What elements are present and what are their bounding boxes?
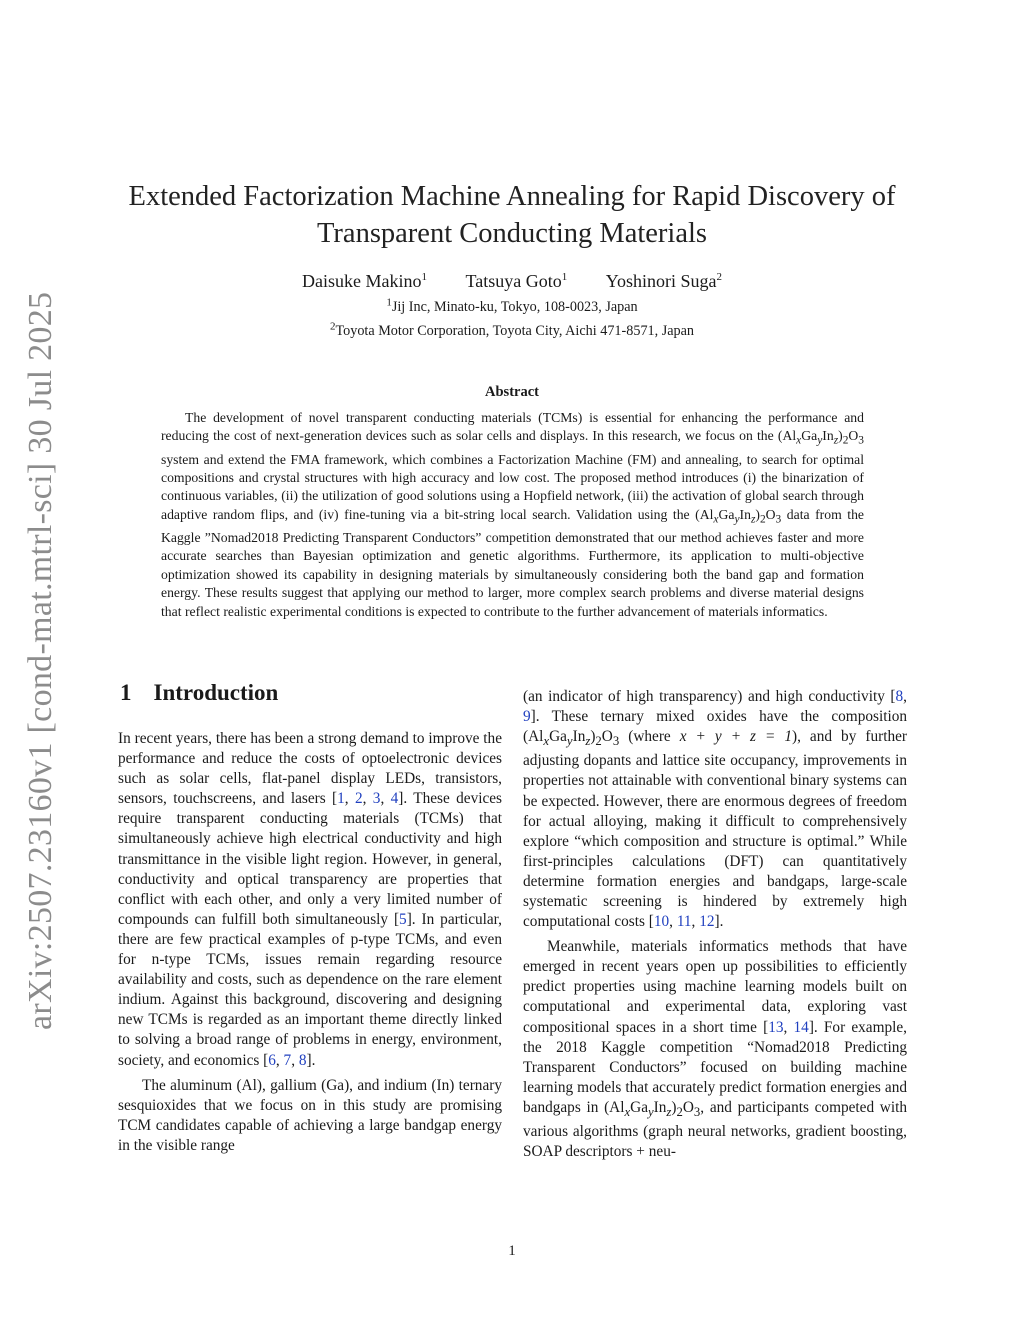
abstract-text: The development of novel transparent conducting materials (TCMs) is essential for enhancing the performance and reducing the cost of next-generation devices such as solar cells and displays. In this research, we focus on the $(Al_xGa_yIn_z)_2O_3$ system and extend the FMA framework, which combines a Factorization Machine (FM) and annealing, to search for optimal compositions and crystal structures with high accuracy and low cost. The proposed method introduces (i) the binarization of continuous variables, (ii) the utilization of good solutions using a Hopfield network, (iii) the activation of global search through adaptive random flips, and (iv) fine-tuning via a bit-string local search. Validation using the $(Al_xGa_yIn_z)_2O_3$ data from the Kaggle ”Nomad2018 Predicting Transparent Conductors” competition demonstrated that our method achieves faster and more accurate searches than Bayesian optimization and genetic algorithms. Furthermore, its application to multi-objective optimization showed its capability in designing materials by simultaneously considering both the band gap and formation energy. These results suggest that applying our method to larger, more complex search problems and diverse material designs that reflect realistic experimental conditions is expected to contribute to the further advancement of materials informatics. (161, 410, 864, 619)
paper-title (100, 178, 924, 252)
citation-link[interactable]: 8 (298, 1051, 307, 1069)
formula-algain: $(Al_xGa_yIn_z)_2O_3$ (777, 428, 864, 448)
formula-algain: $(Al_xGa_yIn_z)_2O_3$ (523, 728, 620, 749)
column-left (118, 729, 502, 1156)
citation-link[interactable]: 8 (895, 688, 904, 705)
section-heading: 1 Introduction (120, 680, 279, 705)
affiliation-2: $^2$Toyota Motor Corporation, Toyota City, Aichi 471-8571, Japan (329, 320, 695, 339)
citation-link[interactable]: 3 (372, 790, 381, 808)
column-right (523, 687, 907, 1162)
author-list (100, 271, 924, 292)
citation-link[interactable]: 9 (523, 708, 531, 726)
formula-algain: $(Al_xGa_yIn_z)_2O_3$ (604, 1098, 701, 1119)
intro-paragraph-2: The aluminum (Al), gallium (Ga), and indium (In) ternary sesquioxides that we focus on in this study are promising TCM candidates capable of achieving a large bandgap energy in the visible range (118, 1076, 502, 1154)
citation-link[interactable]: 5 (399, 910, 407, 928)
citation-link[interactable]: 2 (354, 790, 363, 808)
citation-link[interactable]: 10 (653, 913, 670, 931)
formula-algain: $(Al_xGa_yIn_z)_2O_3$ (695, 506, 782, 526)
author-2: Tatsuya Goto$^1$ (465, 271, 568, 291)
intro-paragraph-1: In recent years, there has been a strong demand to improve the performance and reduce the costs of optoelectronic devices such as solar cells, flat-panel display LEDs, transistors, sensors, touchscreens, and lasers [1, 2, 3, 4]. These devices require transparent conducting materials (TCMs) that simultaneously achieve high electrical conductivity and high transmittance in the visible light region. However, in general, conductivity and optical transparency are properties that conflict with each other, and only a very limited number of compounds can fulfill both simultaneously [5]. In particular, there are few practical examples of p-type TCMs, and even for n-type TCMs, issues remain regarding resource availability and costs, such as dependence on the rare element indium. Against this background, discovering and designing new TCMs is regarded as an important theme directly linked to solving a broad range of problems in energy, environment, society, and economics [6, 7, 8]. (118, 730, 503, 1069)
citation-link[interactable]: 13 (768, 1018, 784, 1036)
citation-link[interactable]: 1 (337, 790, 345, 808)
citation-link[interactable]: 4 (390, 790, 399, 808)
page-number: 1 (508, 1243, 516, 1259)
citation-link[interactable]: 7 (283, 1051, 292, 1069)
citation-link[interactable]: 12 (699, 913, 715, 931)
abstract-heading: Abstract (485, 384, 539, 400)
intro-paragraph-3: (an indicator of high transparency) and high conductivity [8, 9]. These ternary mixed oxides have the composition $(Al_xGa_yIn_z)_2O_3$ (where x + y + z = 1), and by further adjusting dopants and lattice site occupancy, improvements in properties not attainable with conventional binary systems can be expected. However, there are enormous degrees of freedom for actual alloying, making it difficult to comprehensively explore “which composition and structure is optimal.” While first-principles calculations (DFT) can quantitatively determine formation energies and bandgaps, large-scale systematic screening is hindered by extremely high computational costs [10, 11, 12]. (523, 688, 907, 931)
arxiv-identifier: arXiv:2507.23160v1 [cond-mat.mtrl-sci] 30 Jul 2025 (22, 291, 59, 1030)
intro-paragraph-4: Meanwhile, materials informatics methods that have emerged in recent years open up possibilities to efficiently predict properties using machine learning models built on computational and experimental data, exploring vast compositional spaces in a short time [13, 14]. For example, the 2018 Kaggle competition “Nomad2018 Predicting Transparent Conductors” focused on building machine learning models that accurately predict formation energies and bandgaps in $(Al_xGa_yIn_z)_2O_3$, and participants competed with various algorithms (graph neural networks, gradient boosting, SOAP descriptors + neu- (523, 938, 907, 1161)
author-1: Daisuke Makino$^1$ (302, 271, 428, 291)
citation-link[interactable]: 11 (676, 913, 692, 931)
citation-link[interactable]: 6 (268, 1051, 276, 1069)
title-line-2: Transparent Conducting Materials (317, 218, 707, 249)
author-3: Yoshinori Suga$^2$ (605, 271, 722, 291)
affiliation-1: $^1$Jij Inc, Minato-ku, Tokyo, 108-0023, Japan (386, 296, 638, 315)
citation-link[interactable]: 14 (793, 1018, 809, 1036)
title-line-1: Extended Factorization Machine Annealing for Rapid Discovery of (128, 181, 896, 212)
